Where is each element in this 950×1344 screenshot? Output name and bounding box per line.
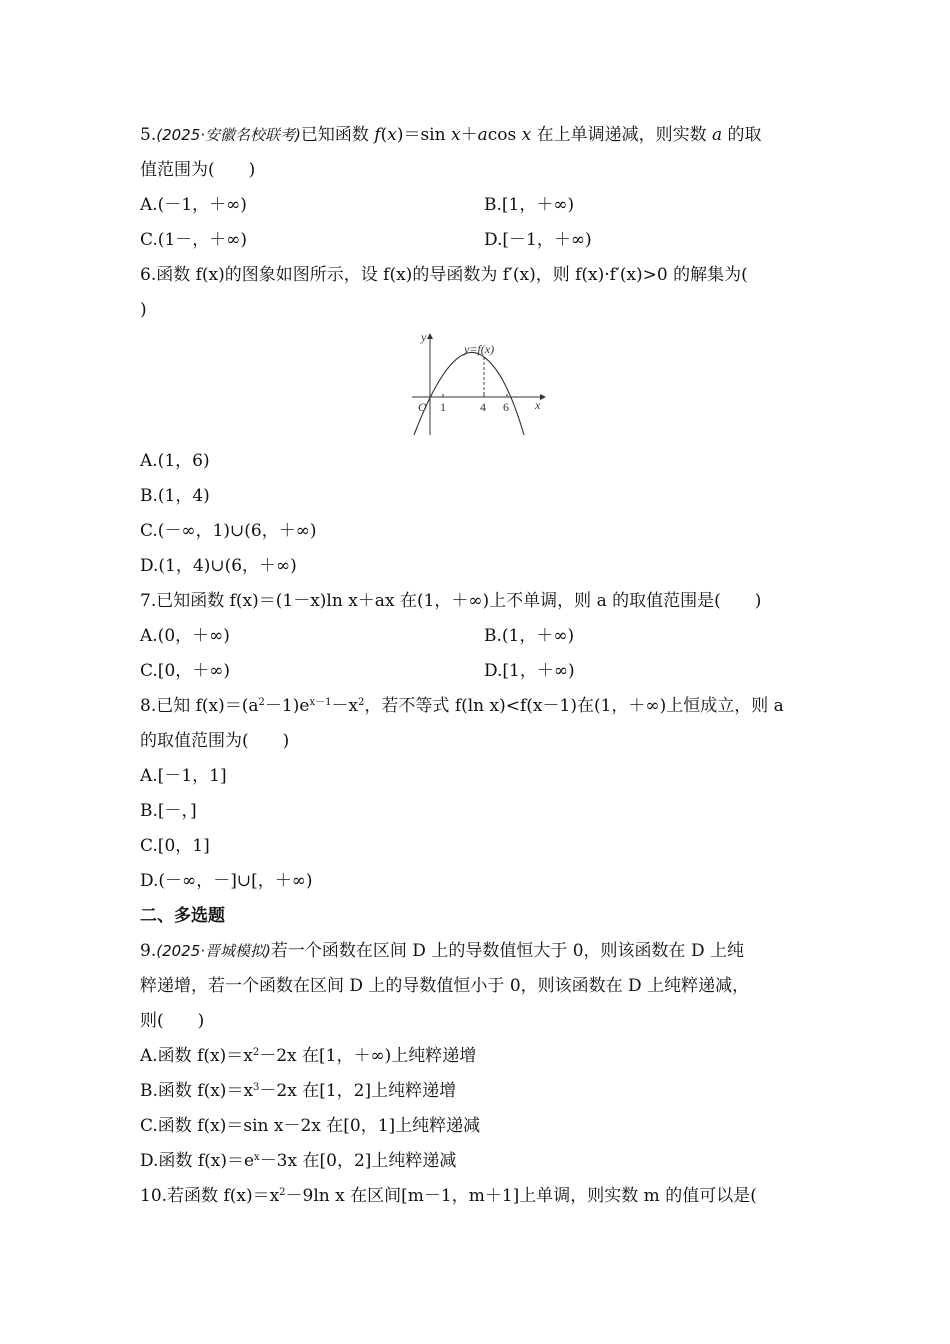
q5-var: x (387, 125, 397, 145)
q9-a-superscript: 2 (252, 1047, 260, 1058)
q5-var: a (477, 125, 488, 145)
q5-option-b: B.[1，＋∞) (484, 195, 575, 215)
q9-option-b (140, 1074, 456, 1108)
q9-a-text: －2x 在[1，＋∞)上纯粹递增 (259, 1046, 477, 1066)
q6-option-a: A.(1，6) (140, 451, 210, 471)
tick-label-4: 4 (480, 400, 486, 414)
q7-option-b: B.(1，＋∞) (484, 626, 575, 646)
q9-option-d (140, 1144, 456, 1178)
q5-text: cos (487, 125, 522, 145)
q5-text: 已知函数 (300, 125, 375, 145)
q5-stem-line1 (140, 118, 762, 152)
q5-var: f (374, 125, 381, 145)
q8-text: 8.已知 f(x)＝(a (140, 696, 259, 716)
q6-stem-line1: 6.函数 f(x)的图象如图所示，设 f(x)的导函数为 f′(x)，则 f(x)·f′(x)>0 的解集为( (140, 265, 748, 285)
q9-text: 若一个函数在区间 D 上的导数值恒大于 0，则该函数在 D 上纯 (270, 941, 744, 961)
q10-text: 10.若函数 f(x)＝x (140, 1186, 280, 1206)
tick-label-6: 6 (503, 400, 509, 414)
q9-b-text: －2x 在[1，2]上纯粹递增 (259, 1081, 457, 1101)
q9-source: (2025·晋城模拟) (156, 942, 271, 960)
q7-option-a: A.(0，＋∞) (140, 626, 230, 646)
q5-source: (2025·安徽名校联考) (156, 126, 301, 144)
q9-d-superscript: x (254, 1152, 260, 1163)
q8-option-c: C.[0，1] (140, 836, 210, 856)
y-axis-label: y (421, 331, 427, 344)
q9-stem-line2: 粹递增，若一个函数在区间 D 上的导数值恒小于 0，则该函数在 D 上纯粹递减， (140, 976, 750, 996)
q7-option-d: D.[1，＋∞) (484, 661, 575, 681)
q9-stem-line1 (140, 934, 744, 968)
q6-option-d: D.(1，4)∪(6，＋∞) (140, 556, 297, 576)
q9-number: 9. (140, 941, 157, 961)
q9-b-superscript: 3 (253, 1082, 260, 1093)
q8-option-b: B.[－，] (140, 801, 197, 821)
origin-label: O (418, 400, 427, 414)
q5-text: 的取 (722, 125, 762, 145)
q8-superscript: 2 (258, 697, 265, 708)
q8-text: ，若不等式 f(ln x)<f(x－1)在(1，＋∞)上恒成立，则 a (364, 696, 784, 716)
q5-var: x (521, 125, 532, 145)
q9-option-c: C.函数 f(x)＝sin x－2x 在[0，1]上纯粹递减 (140, 1116, 481, 1136)
q7-option-c: C.[0，＋∞) (140, 661, 231, 681)
q5-option-a: A.(－1，＋∞) (140, 195, 247, 215)
q5-number: 5. (140, 125, 157, 145)
x-axis-arrow-icon (540, 394, 546, 400)
q9-stem-line3: 则( ) (140, 1011, 205, 1031)
q5-text: ＋ (460, 125, 478, 145)
q5-stem-line2: 值范围为( ) (140, 160, 256, 180)
q5-option-c: C.(1－，＋∞) (140, 230, 248, 250)
q8-superscript: 2 (358, 697, 365, 708)
q5-var: a (712, 125, 723, 145)
q10-superscript: 2 (279, 1187, 286, 1198)
q10-stem (140, 1179, 757, 1213)
q8-text: －1)e (264, 696, 310, 716)
q8-text: －x (331, 696, 359, 716)
q6-option-c: C.(－∞，1)∪(6，＋∞) (140, 521, 317, 541)
q9-b-text: B.函数 f(x)＝x (140, 1081, 254, 1101)
q6-option-b: B.(1，4) (140, 486, 210, 506)
y-axis-arrow-icon (427, 333, 433, 339)
q10-text: －9ln x 在区间[m－1，m＋1]上单调，则实数 m 的值可以是( (285, 1186, 757, 1206)
q8-superscript: x－1 (309, 697, 332, 708)
tick-label-1: 1 (440, 400, 446, 414)
q8-option-a: A.[－1，1] (140, 766, 227, 786)
q5-text: 在上单调递减，则实数 (531, 125, 713, 145)
curve-label: y=f(x) (464, 342, 495, 356)
q7-stem: 7.已知函数 f(x)＝(1－x)ln x＋ax 在(1，＋∞)上不单调，则 a 的取值范围是( ) (140, 591, 762, 611)
q9-d-text: D.函数 f(x)＝e (140, 1151, 255, 1171)
q8-stem-line1 (140, 689, 784, 723)
x-axis-label: x (535, 398, 541, 412)
q5-option-d: D.[－1，＋∞) (484, 230, 592, 250)
q6-stem-line2: ) (140, 300, 147, 320)
q6-function-graph (408, 331, 548, 439)
q8-option-d: D.(－∞，－]∪[，＋∞) (140, 871, 313, 891)
q9-a-text: A.函数 f(x)＝x (140, 1046, 253, 1066)
q8-stem-line2: 的取值范围为( ) (140, 731, 290, 751)
q9-option-a (140, 1039, 476, 1073)
q5-text: )＝sin (396, 125, 451, 145)
q5-text: ( (380, 125, 388, 145)
q5-var: x (450, 125, 461, 145)
q9-d-text: －3x 在[0，2]上纯粹递减 (259, 1151, 457, 1171)
section-heading: 二、多选题 (140, 906, 225, 926)
